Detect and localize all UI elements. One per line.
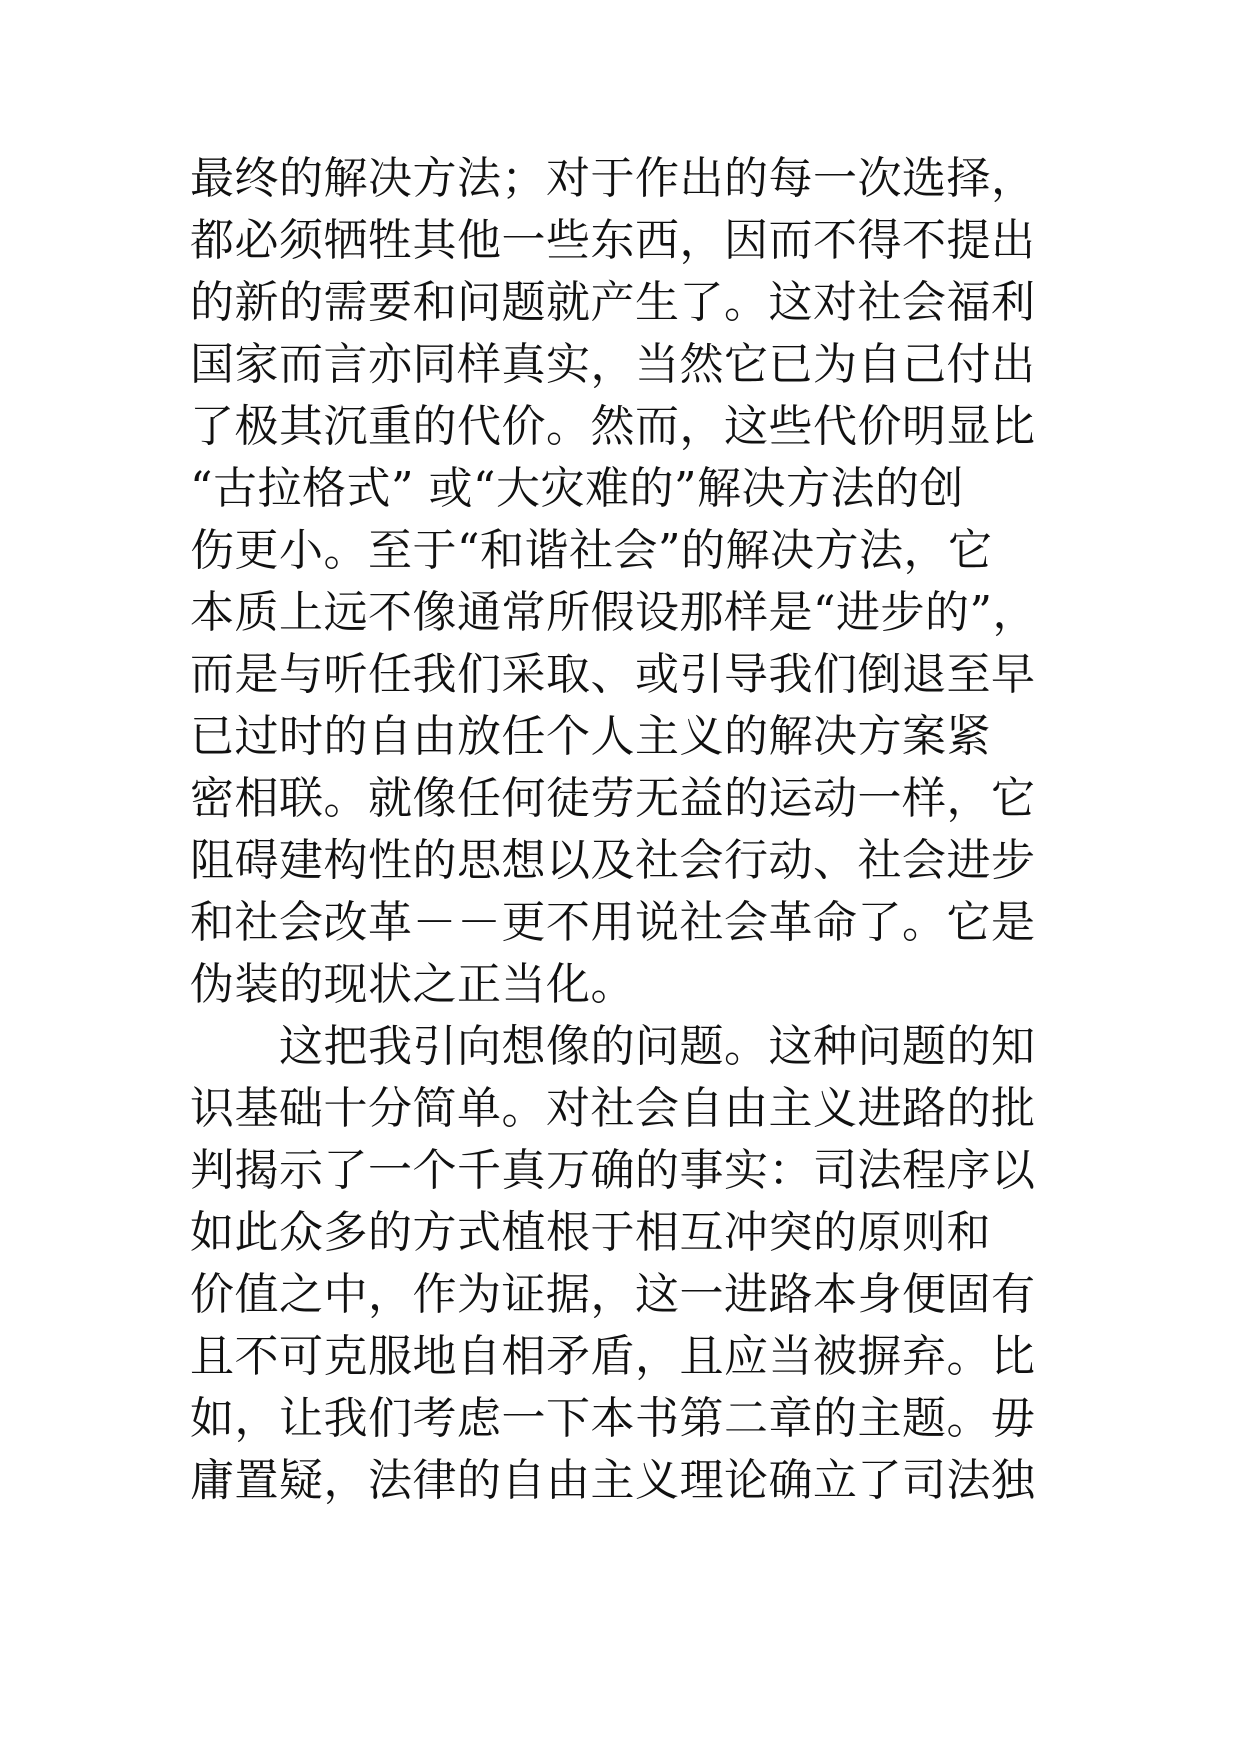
text-line: 庸置疑，法律的自由主义理论确立了司法独 bbox=[190, 1455, 1036, 1506]
paragraph-start-line: 这把我引向想像的问题。这种问题的知 bbox=[190, 1021, 1036, 1072]
text-line: 的新的需要和问题就产生了。这对社会福利 bbox=[190, 277, 1036, 328]
text-line: 了极其沉重的代价。然而，这些代价明显比 bbox=[190, 401, 1036, 452]
document-page bbox=[190, 148, 1070, 1512]
text-line: 已过时的自由放任个人主义的解决方案紧 bbox=[190, 711, 991, 762]
text-line: 判揭示了一个千真万确的事实：司法程序以 bbox=[190, 1145, 1036, 1196]
text-line: 国家而言亦同样真实，当然它已为自己付出 bbox=[190, 339, 1036, 390]
text-line: 伤更小。至于“和谐社会”的解决方法，它 bbox=[190, 525, 993, 576]
text-line: 和社会改革－－更不用说社会革命了。它是 bbox=[190, 897, 1036, 948]
text-line: 如此众多的方式植根于相互冲突的原则和 bbox=[190, 1207, 991, 1258]
text-line: 最终的解决方法；对于作出的每一次选择， bbox=[190, 153, 1036, 204]
text-line: 且不可克服地自相矛盾，且应当被摒弃。比 bbox=[190, 1331, 1036, 1382]
text-line: 识基础十分简单。对社会自由主义进路的批 bbox=[190, 1083, 1036, 1134]
text-line: 伪装的现状之正当化。 bbox=[190, 959, 635, 1010]
text-line: “古拉格式” 或“大灾难的”解决方法的创 bbox=[190, 463, 964, 514]
text-line: 密相联。就像任何徒劳无益的运动一样，它 bbox=[190, 773, 1036, 824]
text-line: 阻碍建构性的思想以及社会行动、社会进步 bbox=[190, 835, 1036, 886]
text-line: 而是与听任我们采取、或引导我们倒退至早 bbox=[190, 649, 1036, 700]
text-line: 本质上远不像通常所假设那样是“进步的”， bbox=[190, 587, 1037, 638]
text-line: 价值之中，作为证据，这一进路本身便固有 bbox=[190, 1269, 1036, 1320]
text-line: 如，让我们考虑一下本书第二章的主题。毋 bbox=[190, 1393, 1036, 1444]
text-line: 都必须牺牲其他一些东西，因而不得不提出 bbox=[190, 215, 1036, 266]
